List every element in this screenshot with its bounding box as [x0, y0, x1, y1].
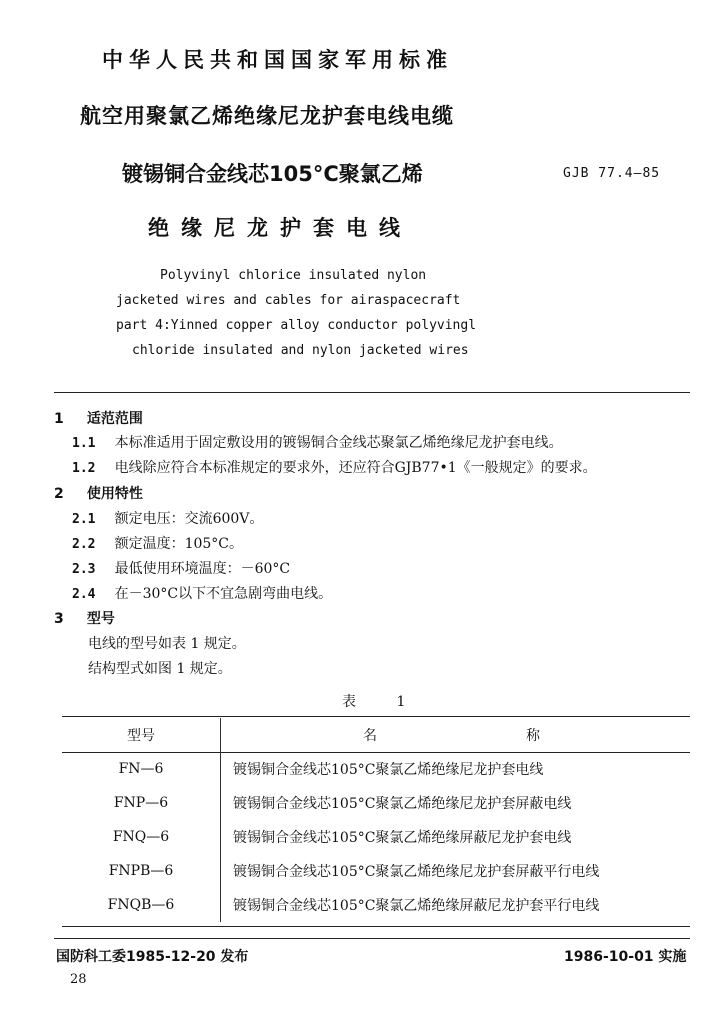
model-cell: FNQ—6 — [112, 829, 170, 845]
title-line-1: 航空用聚氯乙烯绝缘尼龙护套电线电缆 — [80, 104, 454, 128]
clause-text: 本标准适用于固定敷设用的镀锡铜合金线芯聚氯乙烯绝缘尼龙护套电线。 — [114, 435, 563, 451]
clause-number: 2.2 — [72, 537, 96, 552]
clause-number: 2.3 — [72, 562, 96, 577]
section-2-heading — [54, 483, 143, 503]
effective-date: 1986-10-01 实施 — [564, 949, 687, 965]
clause-2-1 — [72, 508, 263, 528]
model-cell: FN—6 — [118, 761, 164, 777]
table-caption-number: 1 — [396, 694, 406, 710]
column-header-name-part-1: 名 — [363, 728, 377, 744]
column-header-model: 型号 — [127, 728, 155, 744]
english-title-line-4: chloride insulated and nylon jacketed wires — [132, 343, 469, 358]
table-header-row — [62, 718, 690, 752]
english-title-line-1: Polyvinyl chlorice insulated nylon — [160, 268, 427, 283]
model-cell: FNP—6 — [113, 795, 169, 811]
section-3-paragraph-1: 电线的型号如表 1 规定。 — [88, 636, 246, 652]
clause-text: 电线除应符合本标准规定的要求外，还应符合GJB77•1《一般规定》的要求。 — [114, 460, 597, 476]
model-cell: FNQB—6 — [107, 897, 175, 913]
table-row — [62, 786, 690, 820]
clause-2-3 — [72, 558, 290, 578]
table-row — [62, 820, 690, 854]
table-row — [62, 752, 690, 786]
clause-text: 额定电压：交流600V。 — [114, 511, 264, 527]
clause-text: 额定温度：105°C。 — [114, 536, 244, 552]
clause-number: 1.2 — [72, 461, 96, 476]
clause-number: 2.4 — [72, 587, 96, 602]
column-header-name — [221, 718, 691, 752]
table-bottom-rule — [62, 926, 690, 927]
issue-date: 国防科工委1985-12-20 发布 — [56, 949, 249, 965]
footer-rule — [54, 938, 690, 939]
table-top-rule — [62, 716, 690, 717]
clause-number: 2.1 — [72, 512, 96, 527]
section-number: 2 — [54, 486, 64, 502]
section-number: 3 — [54, 611, 64, 627]
section-1-heading — [54, 408, 143, 428]
title-line-3: 绝缘尼龙护套电线 — [148, 216, 412, 240]
clause-1-2 — [72, 457, 597, 477]
name-cell: 镀锡铜合金线芯105°C聚氯乙烯绝缘尼龙护套屏蔽平行电线 — [221, 854, 691, 888]
section-3-paragraph-2: 结构型式如图 1 规定。 — [88, 661, 232, 677]
table-caption-label: 表 — [342, 694, 356, 710]
section-title: 适范范围 — [86, 411, 143, 427]
clause-text: 在－30°C以下不宜急剧弯曲电线。 — [114, 586, 333, 602]
section-title: 使用特性 — [86, 486, 143, 502]
model-cell: FNPB—6 — [108, 863, 174, 879]
table-row — [62, 888, 690, 922]
clause-1-1 — [72, 432, 563, 452]
name-cell: 镀锡铜合金线芯105°C聚氯乙烯绝缘屏蔽尼龙护套平行电线 — [221, 888, 691, 922]
english-title-line-2: jacketed wires and cables for airaspacecraft — [116, 293, 461, 308]
name-cell: 镀锡铜合金线芯105°C聚氯乙烯绝缘尼龙护套屏蔽电线 — [221, 786, 691, 820]
table-row — [62, 854, 690, 888]
clause-2-4 — [72, 583, 332, 603]
national-standard-heading: 中华人民共和国国家军用标准 — [102, 48, 453, 72]
name-cell: 镀锡铜合金线芯105°C聚氯乙烯绝缘尼龙护套电线 — [221, 752, 691, 786]
name-cell: 镀锡铜合金线芯105°C聚氯乙烯绝缘屏蔽尼龙护套电线 — [221, 820, 691, 854]
table-caption — [342, 691, 405, 711]
english-title-line-3: part 4:Yinned copper alloy conductor polyvingl — [116, 318, 477, 333]
title-line-2: 镀锡铜合金线芯105°C聚氯乙烯 — [122, 162, 423, 186]
page-number: 28 — [70, 972, 87, 987]
column-header-name-part-2: 称 — [526, 728, 540, 744]
section-3-heading — [54, 608, 115, 628]
clause-2-2 — [72, 533, 243, 553]
clause-text: 最低使用环境温度：－60°C — [114, 561, 291, 577]
model-table — [62, 718, 690, 922]
standard-code: GJB 77.4—85 — [563, 166, 661, 181]
clause-number: 1.1 — [72, 436, 96, 451]
header-rule — [54, 392, 690, 393]
section-number: 1 — [54, 411, 64, 427]
section-title: 型号 — [86, 611, 115, 627]
